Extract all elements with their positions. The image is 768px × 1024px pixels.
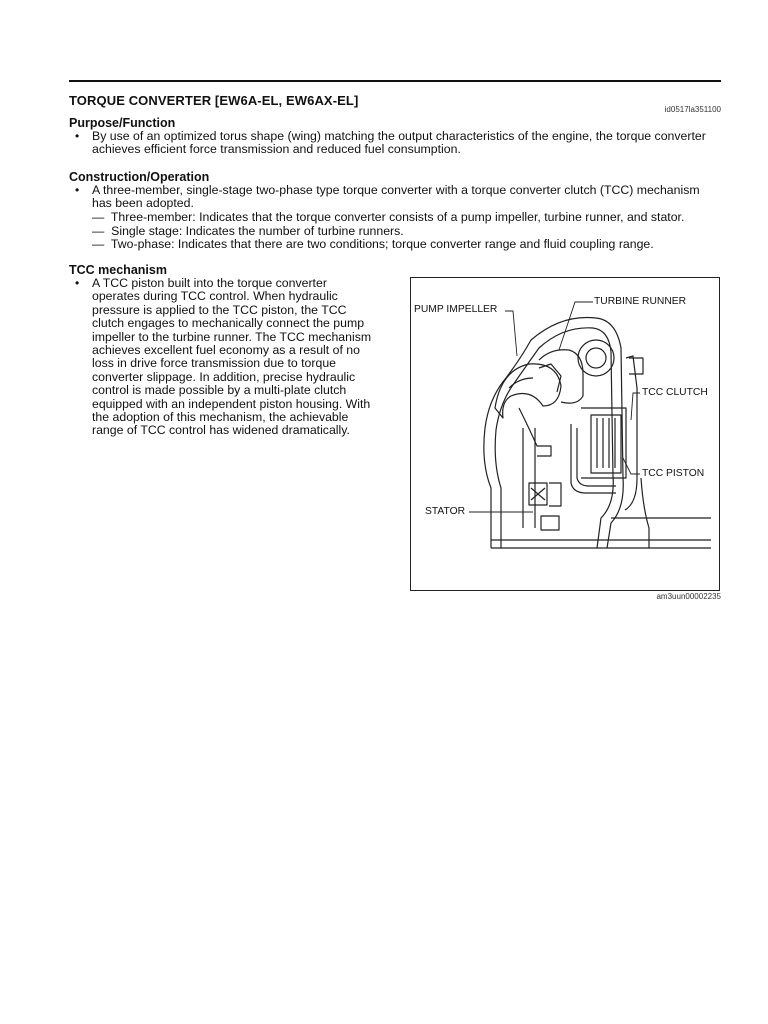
dash-item-text: Single stage: Indicates the number of turbine runners. bbox=[111, 224, 404, 238]
purpose-paragraph bbox=[92, 130, 706, 157]
bullet-icon: • bbox=[75, 129, 80, 143]
pump-impeller-label: PUMP IMPELLER bbox=[414, 304, 498, 315]
tcc-clutch-label: TCC CLUTCH bbox=[642, 387, 708, 398]
construction-paragraph bbox=[92, 184, 700, 211]
text-line: pressure is applied to the TCC piston, the TCC bbox=[92, 302, 347, 317]
document-id: id0517la351100 bbox=[664, 105, 721, 114]
tcc-paragraph bbox=[92, 277, 371, 438]
text-line: equipped with an independent piston housing. With bbox=[92, 396, 371, 411]
torque-converter-figure bbox=[410, 277, 720, 591]
construction-heading: Construction/Operation bbox=[69, 170, 210, 184]
text-line: impeller to the turbine runner. The TCC mechanism bbox=[92, 329, 372, 344]
text-line: A three-member, single-stage two-phase type torque converter with a torque converter clutch (TCC) mechanism bbox=[92, 183, 700, 197]
text-line: converter slippage. In addition, precise hydraulic bbox=[92, 369, 356, 384]
turbine-runner-label: TURBINE RUNNER bbox=[594, 296, 687, 307]
tcc-heading: TCC mechanism bbox=[69, 263, 167, 277]
text-line: By use of an optimized torus shape (wing) matching the output characteristics of the engine, the torque converter bbox=[92, 129, 706, 143]
bullet-icon: • bbox=[75, 183, 80, 197]
dash-item bbox=[92, 224, 404, 238]
text-line: achieves excellent fuel economy as a result of no bbox=[92, 343, 360, 358]
text-line: achieves efficient force transmission and reduced fuel consumption. bbox=[92, 142, 461, 157]
figure-id: am3uun00002235 bbox=[656, 592, 721, 601]
tcc-piston-label: TCC PISTON bbox=[642, 468, 705, 479]
text-line: control is made possible by a multi-plate clutch bbox=[92, 383, 347, 398]
bullet-icon: • bbox=[75, 276, 80, 290]
text-line: loss in drive force transmission due to torque bbox=[92, 356, 337, 371]
text-line: clutch engages to mechanically connect the pump bbox=[92, 316, 365, 331]
dash-item-text: Two-phase: Indicates that there are two conditions; torque converter range and fluid coupling range. bbox=[110, 237, 654, 251]
purpose-heading: Purpose/Function bbox=[69, 116, 176, 130]
text-line: the adoption of this mechanism, the achievable bbox=[92, 410, 349, 425]
header-rule bbox=[69, 80, 721, 82]
stator-label: STATOR bbox=[425, 506, 466, 517]
text-line: A TCC piston built into the torque converter bbox=[92, 276, 327, 290]
page-title: TORQUE CONVERTER [EW6A-EL, EW6AX-EL] bbox=[69, 93, 359, 108]
torque-converter-cross-section bbox=[411, 278, 721, 592]
dash-icon: — bbox=[92, 224, 105, 238]
dash-item bbox=[92, 237, 654, 251]
dash-item bbox=[92, 210, 684, 224]
dash-icon: — bbox=[92, 210, 105, 224]
text-line: has been adopted. bbox=[92, 196, 194, 211]
dash-icon: — bbox=[92, 237, 105, 251]
dash-item-text: Three-member: Indicates that the torque converter consists of a pump impeller, turbine runner, and stator. bbox=[110, 210, 685, 224]
text-line: operates during TCC control. When hydraulic bbox=[92, 289, 338, 304]
text-line: range of TCC control has widened dramatically. bbox=[92, 423, 350, 438]
